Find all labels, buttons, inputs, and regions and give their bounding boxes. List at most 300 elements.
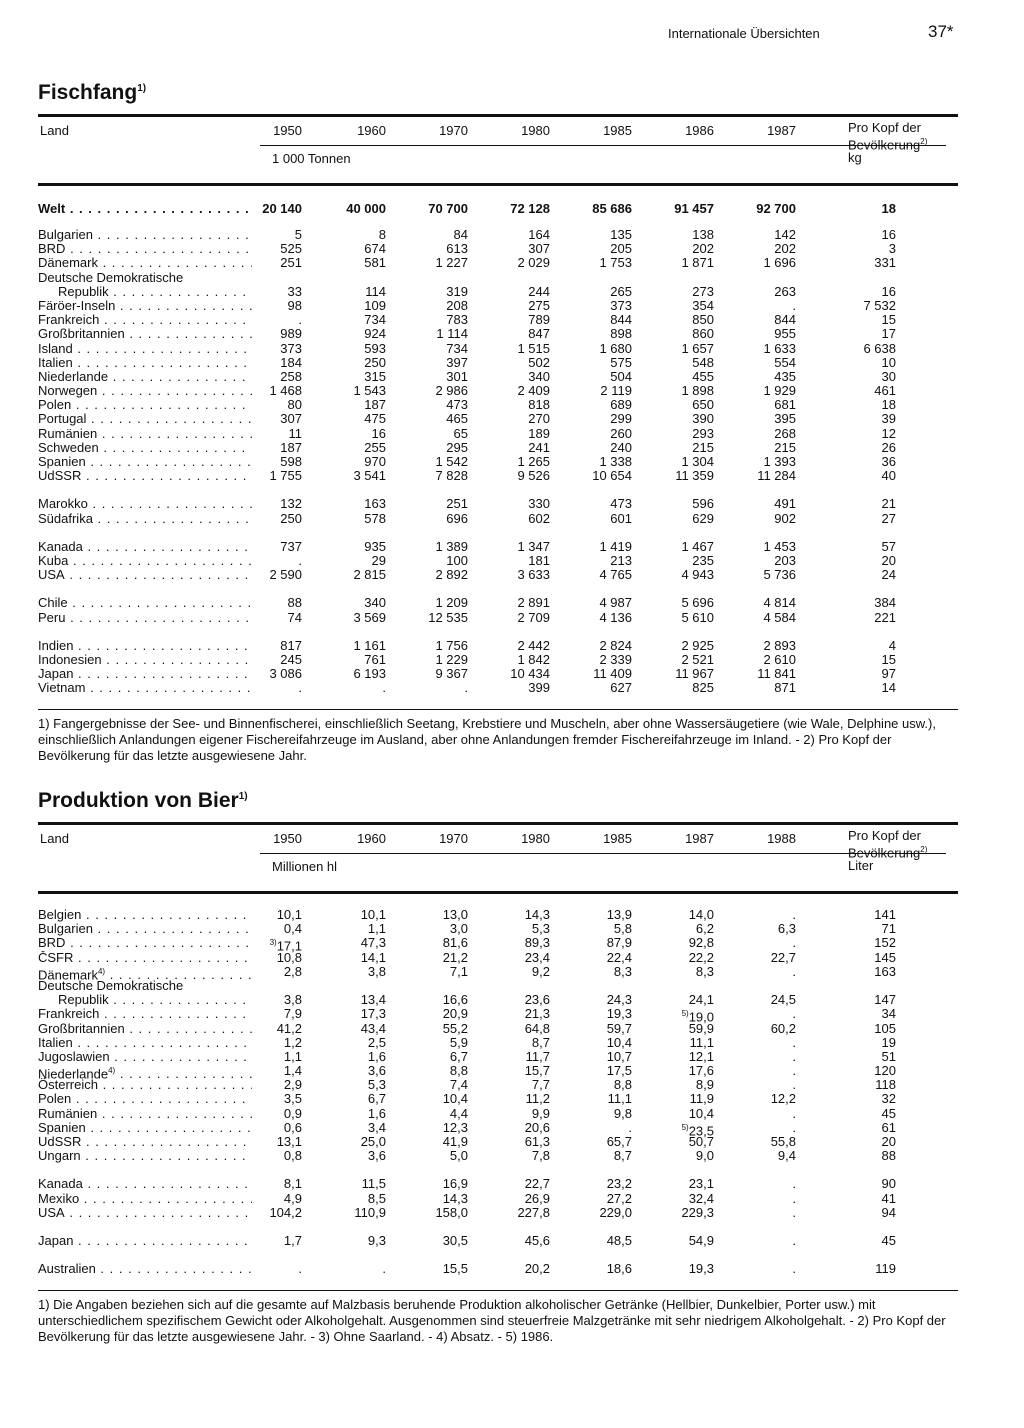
- beer-value-cell: .: [382, 1261, 386, 1277]
- beer-table-row: [38, 979, 958, 993]
- fish-value-cell: 18: [881, 397, 896, 413]
- fish-table-row: [38, 384, 958, 398]
- beer-value-cell: 45: [881, 1105, 896, 1121]
- beer-value-cell: 9,2: [531, 963, 550, 979]
- beer-value-cell: 50,7: [688, 1134, 714, 1149]
- beer-value-cell: 8,9: [695, 1077, 714, 1093]
- fish-table-row: [38, 427, 958, 441]
- beer-value-cell: 24,5: [770, 992, 796, 1008]
- beer-country-name: Republik . . .: [38, 993, 252, 1007]
- beer-value-cell: 90: [881, 1176, 896, 1192]
- beer-value-cell: 89,3: [524, 935, 550, 951]
- fish-value-cell: 10 434: [510, 666, 550, 682]
- fish-value-cell: 142: [774, 227, 796, 242]
- fish-value-cell: 989: [280, 326, 302, 342]
- beer-value-cell: 20,2: [524, 1261, 550, 1277]
- beer-value-cell: .: [298, 1261, 302, 1277]
- beer-value-cell: 11,5: [361, 1176, 386, 1192]
- beer-country-name: Deutsche Demokratische: [38, 978, 184, 993]
- fish-value-cell: 11 409: [593, 666, 632, 682]
- fish-value-cell: 575: [610, 354, 632, 370]
- fish-country-name: Südafrika . . .: [38, 512, 252, 526]
- beer-value-cell: 23,6: [524, 992, 550, 1008]
- fish-value-cell: 208: [446, 297, 468, 313]
- beer-value-cell: 9,9: [531, 1105, 550, 1121]
- fish-value-cell: 3 569: [353, 609, 386, 625]
- beer-value-cell: 20,9: [442, 1006, 468, 1022]
- beer-value-cell: 15,5: [442, 1261, 468, 1277]
- fish-value-cell: 2 409: [517, 383, 550, 399]
- fish-value-cell: 181: [528, 552, 550, 568]
- fish-value-cell: 627: [610, 680, 632, 696]
- fish-value-cell: 1 209: [435, 595, 468, 611]
- beer-value-cell: 118: [875, 1077, 896, 1093]
- beer-value-cell: 20,6: [524, 1119, 550, 1135]
- fish-value-cell: 935: [364, 538, 386, 554]
- beer-value-cell: .: [628, 1119, 632, 1135]
- fish-year: 1950: [273, 123, 302, 138]
- fish-table-row: [38, 681, 958, 695]
- beer-value-cell: 1,7: [283, 1232, 302, 1248]
- fish-country-name: Spanien . . .: [38, 455, 252, 469]
- fish-value-cell: 202: [774, 241, 796, 257]
- fish-value-cell: 596: [692, 496, 714, 512]
- beer-table-row: [38, 908, 958, 922]
- beer-value-cell: 1,1: [283, 1048, 302, 1064]
- fish-value-cell: 268: [774, 425, 796, 441]
- fish-value-cell: 215: [774, 439, 796, 455]
- beer-value-cell: 8,8: [613, 1077, 632, 1093]
- beer-value-cell: .: [792, 907, 796, 922]
- beer-value-cell: 17,3: [360, 1006, 386, 1022]
- fish-country-name: Bulgarien . . .: [38, 228, 252, 242]
- beer-value-cell: 0,6: [283, 1119, 302, 1135]
- fish-table-row: [38, 228, 958, 242]
- beer-value-cell: 88: [881, 1148, 896, 1164]
- fish-value-cell: 689: [610, 397, 632, 413]
- fish-value-cell: 202: [692, 241, 714, 257]
- beer-table-row: [38, 1063, 958, 1082]
- fish-value-cell: 20 140: [262, 201, 302, 216]
- beer-value-cell: 92,8: [688, 935, 714, 951]
- fish-value-cell: 10: [881, 354, 896, 370]
- fish-value-cell: 629: [692, 510, 714, 526]
- beer-value-cell: 30,5: [442, 1232, 468, 1248]
- beer-value-cell: 2,9: [283, 1077, 302, 1093]
- fish-value-cell: 578: [364, 510, 386, 526]
- beer-value-cell: 8,7: [613, 1148, 632, 1164]
- fish-value-cell: 2 119: [600, 383, 632, 399]
- beer-table-header: [38, 822, 958, 894]
- fish-value-cell: 74: [287, 609, 302, 625]
- beer-country-name: Polen . . .: [38, 1092, 252, 1106]
- fish-value-cell: 1 542: [435, 454, 468, 469]
- fish-value-cell: 85 686: [592, 201, 632, 216]
- beer-country-name: Japan . . .: [38, 1234, 252, 1248]
- beer-country-name: Spanien . . .: [38, 1121, 252, 1135]
- fish-value-cell: 235: [692, 552, 714, 568]
- beer-table-row: [38, 1135, 958, 1149]
- fish-table-row: [38, 398, 958, 412]
- beer-value-cell: 145: [874, 949, 896, 965]
- fish-year: 1970: [439, 123, 468, 138]
- beer-table-row: [38, 1177, 958, 1191]
- beer-value-cell: 5,3: [367, 1077, 386, 1093]
- fish-value-cell: 1 543: [353, 383, 386, 399]
- fish-value-cell: 384: [874, 595, 896, 611]
- beer-value-cell: 5,8: [613, 921, 632, 937]
- beer-value-cell: 9,0: [695, 1148, 714, 1164]
- fish-value-cell: 205: [610, 241, 632, 257]
- fish-table-row: [38, 554, 958, 568]
- fish-value-cell: 250: [364, 354, 386, 370]
- beer-table-row: [38, 935, 958, 954]
- beer-value-cell: 14,0: [688, 907, 714, 922]
- beer-year: 1987: [685, 831, 714, 846]
- fish-country-name: Indien . . .: [38, 639, 252, 653]
- fish-value-cell: 84: [453, 227, 468, 242]
- fish-value-cell: 737: [280, 538, 302, 554]
- fish-value-cell: 2 442: [517, 637, 550, 653]
- beer-value-cell: 7,7: [531, 1077, 550, 1093]
- fish-value-cell: 138: [692, 227, 714, 242]
- fish-value-cell: 681: [774, 397, 796, 413]
- fish-value-cell: 258: [280, 368, 302, 384]
- fish-country-name: Chile . . .: [38, 596, 252, 610]
- fish-table-row: [38, 441, 958, 455]
- fish-value-cell: .: [298, 552, 302, 568]
- fish-value-cell: 40 000: [346, 201, 386, 216]
- fish-value-cell: 696: [446, 510, 468, 526]
- beer-value-cell: 16,6: [442, 992, 468, 1008]
- beer-value-cell: 61: [881, 1119, 896, 1135]
- beer-value-cell: 48,5: [606, 1232, 632, 1248]
- fish-value-cell: 1 633: [763, 340, 796, 356]
- fish-value-cell: .: [382, 680, 386, 696]
- beer-value-cell: .: [792, 1063, 796, 1079]
- beer-value-cell: 7,1: [449, 963, 468, 979]
- beer-per-capita-unit: Liter: [848, 858, 874, 873]
- fish-value-cell: 135: [610, 227, 632, 242]
- fish-table-row: [38, 653, 958, 667]
- fish-country-name: USA . . .: [38, 568, 252, 582]
- fish-country-name: Polen . . .: [38, 398, 252, 412]
- fish-value-cell: 132: [280, 496, 302, 512]
- fish-value-cell: 581: [364, 255, 386, 271]
- beer-table-row: [38, 951, 958, 965]
- beer-value-cell: 1,6: [367, 1048, 386, 1064]
- beer-value-cell: .: [792, 935, 796, 951]
- fish-table-row: [38, 327, 958, 341]
- beer-value-cell: 34: [881, 1006, 896, 1022]
- beer-value-cell: 71: [881, 921, 896, 937]
- fish-table-row: [38, 412, 958, 426]
- fish-value-cell: 11 284: [757, 468, 796, 484]
- beer-value-cell: 163: [874, 963, 896, 979]
- fish-value-cell: 548: [692, 354, 714, 370]
- fish-value-cell: 299: [610, 411, 632, 427]
- fish-table-row: [38, 497, 958, 511]
- fish-value-cell: 7 828: [435, 468, 468, 484]
- beer-value-cell: 19,3: [606, 1006, 632, 1022]
- fish-table-row: [38, 200, 958, 218]
- fish-value-cell: 3: [888, 241, 896, 257]
- beer-table-body: [38, 894, 958, 1276]
- page-number: 37*: [928, 22, 954, 41]
- beer-value-cell: 87,9: [606, 935, 632, 951]
- beer-table-row: [38, 1006, 958, 1025]
- beer-value-cell: 23,4: [524, 949, 550, 965]
- fish-value-cell: 844: [774, 312, 796, 328]
- fish-year: 1986: [685, 123, 714, 138]
- fish-value-cell: 783: [446, 312, 468, 328]
- fish-value-cell: 27: [881, 510, 896, 526]
- beer-value-cell: 8,5: [367, 1190, 386, 1206]
- beer-value-cell: 10,7: [606, 1048, 632, 1064]
- beer-value-cell: 20: [881, 1134, 896, 1149]
- fish-country-name: Peru . . .: [38, 611, 252, 625]
- beer-value-cell: 59,7: [606, 1020, 632, 1036]
- beer-value-cell: 229,0: [599, 1204, 632, 1220]
- fish-value-cell: 593: [364, 340, 386, 356]
- fish-value-cell: 397: [446, 354, 468, 370]
- beer-table-row: [38, 1036, 958, 1050]
- beer-country-name: Frankreich . . .: [38, 1007, 252, 1021]
- fish-value-cell: 860: [692, 326, 714, 342]
- beer-country-name: Niederlande$^{4)}$ . . .: [38, 1064, 252, 1082]
- beer-value-cell: 3,5: [283, 1091, 302, 1107]
- fish-table-row: [38, 639, 958, 653]
- fish-value-cell: 270: [528, 411, 550, 427]
- fish-table-row: [38, 568, 958, 582]
- beer-year: 1970: [439, 831, 468, 846]
- beer-footnote: 1) Die Angaben beziehen sich auf die gesamte auf Malzbasis beruhende Produktion alkoholischer Getränke (Hellbier, Dunkelbier, Porter usw.) mit unterschiedlichem spezifischem Gewicht oder Alkoholgehalt. Ausgenommen sind steuerfreie Malzgetränke mit sehr niedrigem Alkoholgehalt. - 2) Pro Kopf der Bevölkerung für das letzte ausgewiesene Jahr. - 3) Ohne Saarland. - 4) Absatz. - 5) 1986.: [38, 1290, 958, 1345]
- beer-value-cell: 16,9: [442, 1176, 468, 1192]
- beer-value-cell: 14,3: [442, 1190, 468, 1206]
- fish-value-cell: 100: [446, 552, 468, 568]
- fish-value-cell: 11: [288, 425, 302, 441]
- fish-value-cell: 263: [774, 283, 796, 299]
- fish-value-cell: 602: [528, 510, 550, 526]
- beer-value-cell: 11,7: [525, 1048, 550, 1064]
- beer-table-row: [38, 1149, 958, 1163]
- beer-value-cell: 51: [881, 1048, 896, 1064]
- beer-value-cell: 12,2: [770, 1091, 796, 1107]
- fish-value-cell: 221: [874, 609, 896, 625]
- beer-value-cell: 21,3: [524, 1006, 550, 1022]
- fish-value-cell: 203: [774, 552, 796, 568]
- fish-value-cell: 164: [528, 227, 550, 242]
- beer-value-cell: .: [792, 1119, 796, 1135]
- fish-value-cell: 65: [453, 425, 468, 441]
- beer-value-cell: 3,6: [367, 1063, 386, 1079]
- fish-table-row: [38, 596, 958, 610]
- fish-value-cell: 3 633: [517, 567, 550, 583]
- fish-table-row: [38, 256, 958, 270]
- beer-value-cell: 27,2: [606, 1190, 632, 1206]
- fish-table-row: [38, 611, 958, 625]
- beer-country-name: Jugoslawien . . .: [38, 1050, 252, 1064]
- fish-value-cell: 1 419: [599, 538, 632, 554]
- beer-year: 1985: [603, 831, 632, 846]
- beer-year: 1980: [521, 831, 550, 846]
- beer-value-cell: 19: [881, 1034, 896, 1050]
- fish-value-cell: 5 696: [681, 595, 714, 611]
- fish-value-cell: 5: [294, 227, 302, 242]
- fish-unit: 1 000 Tonnen: [272, 151, 351, 166]
- beer-value-cell: 3,0: [449, 921, 468, 937]
- beer-value-cell: 10,1: [276, 907, 302, 922]
- fish-table-row: [38, 512, 958, 526]
- beer-value-cell: 1,4: [283, 1063, 302, 1079]
- fish-value-cell: 241: [528, 439, 550, 455]
- fish-country-name: Großbritannien . . .: [38, 327, 252, 341]
- beer-value-cell: 61,3: [524, 1134, 550, 1149]
- fish-value-cell: 473: [446, 397, 468, 413]
- fish-value-cell: 163: [364, 496, 386, 512]
- beer-value-cell: .: [792, 1034, 796, 1050]
- fish-value-cell: 189: [528, 425, 550, 441]
- fish-value-cell: 307: [528, 241, 550, 257]
- beer-value-cell: 0,9: [283, 1105, 302, 1121]
- beer-value-cell: .: [792, 1077, 796, 1093]
- beer-value-cell: 55,8: [770, 1134, 796, 1149]
- fish-value-cell: 244: [528, 283, 550, 299]
- fish-value-cell: 10 654: [592, 468, 632, 484]
- fish-value-cell: 461: [874, 383, 896, 399]
- fish-value-cell: 245: [280, 651, 302, 667]
- fish-value-cell: 1 871: [681, 255, 714, 271]
- fish-country-name: Rumänien . . .: [38, 427, 252, 441]
- fish-value-cell: 33: [287, 283, 302, 299]
- beer-value-cell: 105: [874, 1020, 896, 1036]
- beer-value-cell: 26,9: [524, 1190, 550, 1206]
- beer-value-cell: 13,9: [606, 907, 632, 922]
- beer-value-cell: 152: [874, 935, 896, 951]
- fish-value-cell: 307: [280, 411, 302, 427]
- fish-value-cell: 1 389: [435, 538, 468, 554]
- beer-country-name: Dänemark$^{4)}$ . . .: [38, 965, 252, 983]
- fish-value-cell: 390: [692, 411, 714, 427]
- fish-value-cell: 1 229: [435, 651, 468, 667]
- fish-per-capita-unit: kg: [848, 150, 862, 165]
- fish-value-cell: 315: [364, 368, 386, 384]
- fish-value-cell: 1 898: [681, 383, 714, 399]
- fish-value-cell: 275: [528, 297, 550, 313]
- fish-country-name: Republik . . .: [38, 285, 252, 299]
- beer-value-cell: 158,0: [435, 1204, 468, 1220]
- fish-value-cell: 2 339: [599, 651, 632, 667]
- beer-value-cell: 43,4: [360, 1020, 386, 1036]
- beer-value-cell: 8,3: [613, 963, 632, 979]
- fish-value-cell: .: [792, 297, 796, 313]
- beer-value-cell: 18,6: [606, 1261, 632, 1277]
- beer-value-cell: 119: [875, 1261, 896, 1277]
- fish-value-cell: 57: [881, 538, 896, 554]
- beer-value-cell: 8,3: [695, 963, 714, 979]
- fish-value-cell: 255: [364, 439, 386, 455]
- beer-value-cell: 59,9: [688, 1020, 714, 1036]
- beer-value-cell: 41,2: [276, 1020, 302, 1036]
- beer-value-cell: 9,4: [777, 1148, 796, 1164]
- fish-value-cell: 554: [774, 354, 796, 370]
- fish-value-cell: 8: [378, 227, 386, 242]
- beer-table-row: [38, 963, 958, 983]
- fish-value-cell: 395: [774, 411, 796, 427]
- fish-value-cell: 1 756: [435, 637, 468, 653]
- fish-value-cell: 373: [280, 340, 302, 356]
- fish-value-cell: 1 680: [599, 340, 632, 356]
- fish-value-cell: 902: [774, 510, 796, 526]
- beer-value-cell: 110,9: [354, 1204, 386, 1220]
- fish-table-row: [38, 455, 958, 469]
- beer-value-cell: 21,2: [442, 949, 468, 965]
- fish-value-cell: 4 136: [599, 609, 632, 625]
- fish-country-name: Norwegen . . .: [38, 384, 252, 398]
- beer-value-cell: 60,2: [770, 1020, 796, 1036]
- beer-year: 1960: [357, 831, 386, 846]
- fish-value-cell: 30: [881, 368, 896, 384]
- beer-table-row: [38, 1206, 958, 1220]
- beer-value-cell: 9,8: [613, 1105, 632, 1121]
- fish-value-cell: 92 700: [756, 201, 796, 216]
- beer-value-cell: 23,1: [688, 1176, 714, 1192]
- fish-value-cell: 6 193: [353, 666, 386, 682]
- beer-value-cell: 0,4: [283, 921, 302, 937]
- fish-per-capita-header: Pro Kopf der Bevölkerung$^{2)}$ kg: [848, 120, 928, 165]
- beer-country-name: BRD . . .: [38, 936, 252, 950]
- fish-value-cell: 898: [610, 326, 632, 342]
- fish-country-name: Japan . . .: [38, 667, 252, 681]
- fish-country-name: Italien . . .: [38, 356, 252, 370]
- beer-value-cell: 64,8: [524, 1020, 550, 1036]
- fish-value-cell: 1 453: [763, 538, 796, 554]
- fish-value-cell: 502: [528, 354, 550, 370]
- fish-country-name: Vietnam . . .: [38, 681, 252, 695]
- fish-value-cell: 319: [446, 283, 468, 299]
- fish-value-cell: 373: [610, 297, 632, 313]
- fish-value-cell: 1 304: [681, 454, 714, 469]
- fish-value-cell: 1 753: [599, 255, 632, 271]
- fish-value-cell: 215: [692, 439, 714, 455]
- beer-country-name: Großbritannien . . .: [38, 1022, 252, 1036]
- beer-value-cell: 6,7: [367, 1091, 386, 1107]
- beer-value-cell: 11,1: [689, 1034, 714, 1050]
- beer-value-cell: 227,8: [517, 1204, 550, 1220]
- fish-value-cell: 80: [287, 397, 302, 413]
- page-header: [0, 20, 1024, 44]
- fish-country-name: Kanada . . .: [38, 540, 252, 554]
- fish-value-cell: 70 700: [428, 201, 468, 216]
- fish-value-cell: 251: [280, 255, 302, 271]
- fish-value-cell: 293: [692, 425, 714, 441]
- beer-table-row: [38, 922, 958, 936]
- beer-value-cell: 1,1: [367, 921, 386, 937]
- beer-value-cell: 11,9: [689, 1091, 714, 1107]
- fish-value-cell: 17: [881, 326, 896, 342]
- beer-value-cell: 14,1: [360, 949, 386, 965]
- beer-country-name: UdSSR . . .: [38, 1135, 252, 1149]
- fish-value-cell: 2 029: [517, 255, 550, 271]
- fish-value-cell: 650: [692, 397, 714, 413]
- beer-year: 1950: [273, 831, 302, 846]
- beer-value-cell: 24,1: [688, 992, 714, 1008]
- beer-value-cell: $^{3)}$17,1: [269, 938, 302, 954]
- running-title: Internationale Übersichten: [668, 26, 820, 41]
- beer-value-cell: 6,2: [695, 921, 714, 937]
- beer-table-row: [38, 1262, 958, 1276]
- beer-value-cell: 81,6: [442, 935, 468, 951]
